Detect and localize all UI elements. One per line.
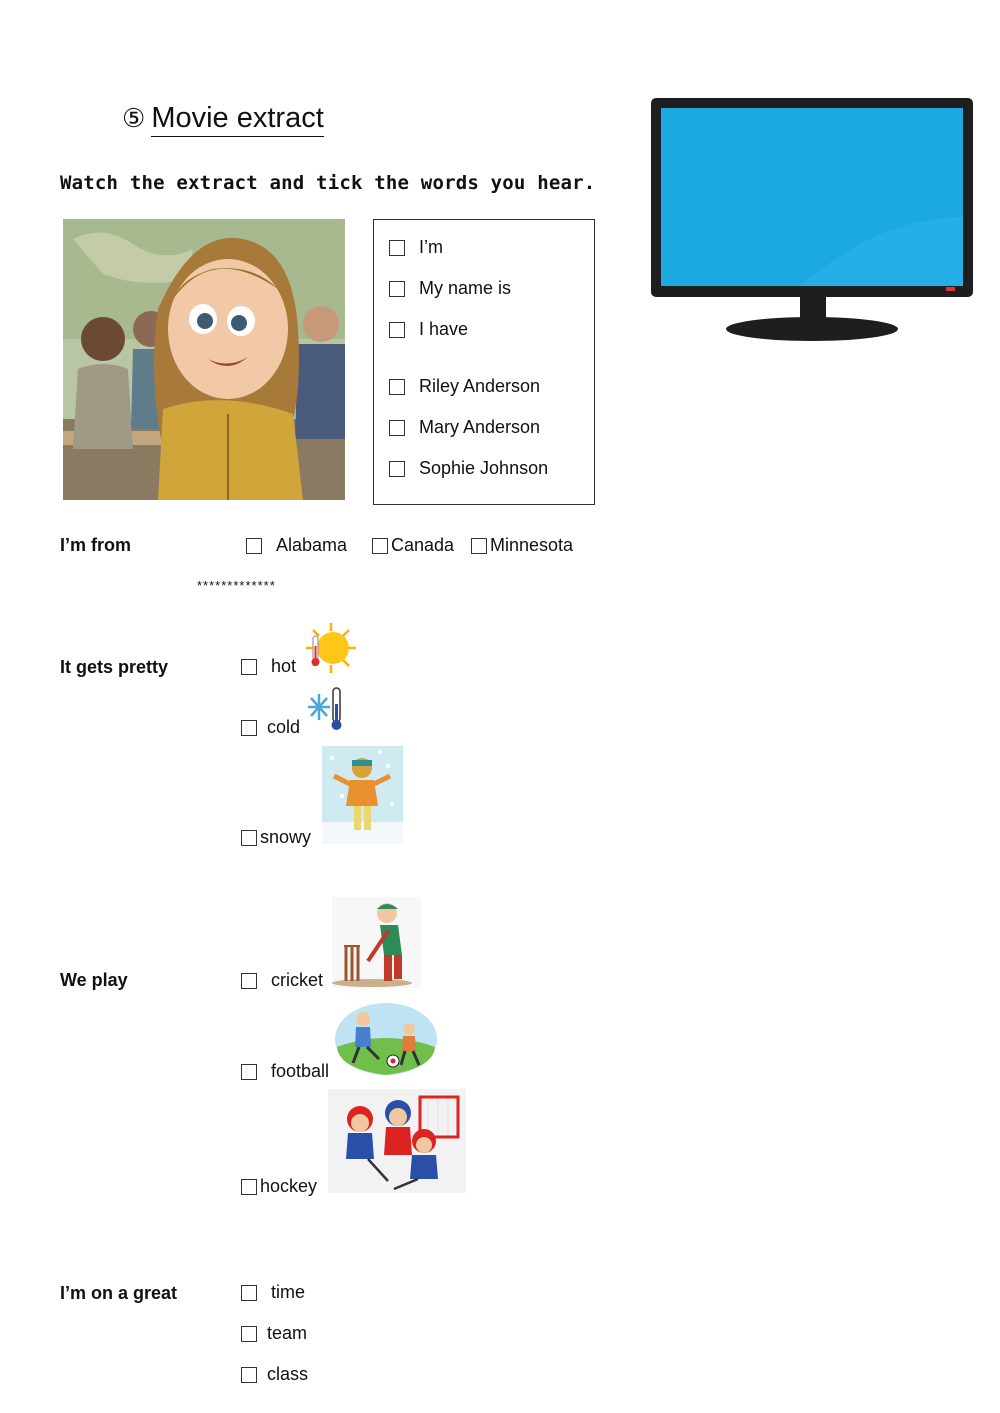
option-label: Minnesota [490,535,574,555]
checkbox[interactable] [389,240,405,256]
checkbox[interactable] [241,973,257,989]
option-minnesota[interactable] [471,535,573,556]
option-football[interactable] [241,1061,329,1082]
option-team[interactable] [241,1323,307,1344]
checkbox[interactable] [241,1179,257,1195]
football-players-image [333,999,439,1078]
option-i-have[interactable] [389,319,468,340]
option-label: snowy [260,827,312,847]
option-hockey[interactable] [241,1176,317,1197]
checkbox[interactable] [389,379,405,395]
checkbox[interactable] [389,461,405,477]
option-label: class [267,1364,309,1384]
option-label: hot [271,656,297,676]
checkbox[interactable] [471,538,487,554]
option-label: hockey [260,1176,318,1196]
checkbox[interactable] [241,659,257,675]
option-label: I’m [419,237,443,257]
snowy-child-image [322,746,403,844]
word-choice-box [373,219,595,505]
snowflake-thermometer-icon [306,686,348,732]
option-snowy[interactable] [241,827,311,848]
option-sophie-johnson[interactable] [389,458,548,479]
cricket-player-image [332,897,421,988]
checkbox[interactable] [241,1285,257,1301]
instruction-text: Watch the extract and tick the words you hear. [60,172,596,194]
checkbox[interactable] [246,538,262,554]
option-label: time [271,1282,306,1302]
checkbox[interactable] [241,830,257,846]
weather-label: It gets pretty [60,657,169,677]
option-my-name-is[interactable] [389,278,511,299]
option-mary-anderson[interactable] [389,417,540,438]
checkbox[interactable] [241,1064,257,1080]
option-label: I have [419,319,469,339]
title-text: Movie extract [151,102,323,137]
title-number: ⑤ [122,103,146,133]
checkbox[interactable] [389,420,405,436]
sun-thermometer-icon [305,622,357,674]
option-label: Canada [391,535,455,555]
option-label: Mary Anderson [419,417,541,437]
option-alabama[interactable] [246,535,347,556]
sports-label: We play [60,970,128,990]
option-label: Sophie Johnson [419,458,549,478]
option-canada[interactable] [372,535,454,556]
option-cold[interactable] [241,717,300,738]
option-riley-anderson[interactable] [389,376,540,397]
separator: ************* [197,578,276,593]
checkbox[interactable] [241,720,257,736]
option-label: cricket [271,970,324,990]
option-class[interactable] [241,1364,308,1385]
option-label: football [271,1061,330,1081]
movie-still-image [63,219,345,500]
option-time[interactable] [241,1282,305,1303]
option-cricket[interactable] [241,970,323,991]
option-label: Riley Anderson [419,376,541,396]
option-label: Alabama [276,535,348,555]
checkbox[interactable] [241,1367,257,1383]
option-label: cold [267,717,301,737]
page-title [122,102,324,135]
tv-monitor-icon [650,97,975,343]
option-label: team [267,1323,308,1343]
great-label: I’m on a great [60,1283,178,1303]
option-hot[interactable] [241,656,296,677]
checkbox[interactable] [389,322,405,338]
from-label: I’m from [60,535,132,555]
option-im[interactable] [389,237,443,258]
option-label: My name is [419,278,512,298]
hockey-players-image [328,1089,466,1193]
checkbox[interactable] [389,281,405,297]
checkbox[interactable] [372,538,388,554]
checkbox[interactable] [241,1326,257,1342]
